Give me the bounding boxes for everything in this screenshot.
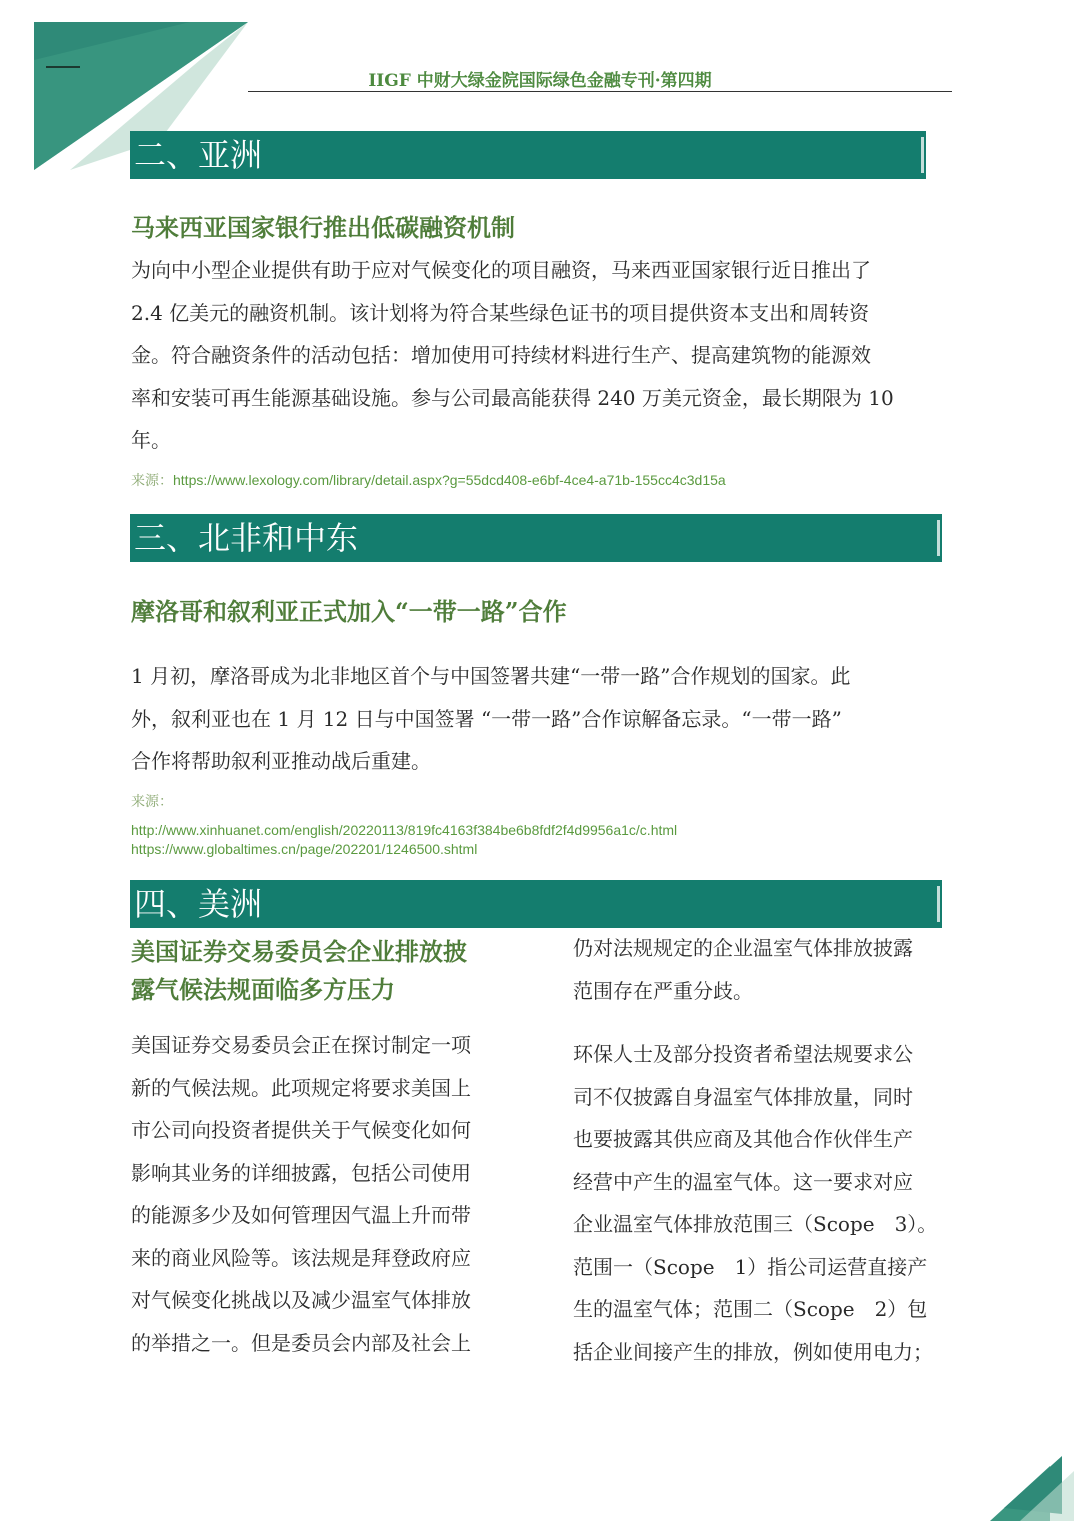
section-bar-edge [921, 137, 924, 173]
body-line: 来的商业风险等。该法规是拜登政府应 [131, 1245, 471, 1270]
body-line: 新的气候法规。此项规定将要求美国上 [131, 1075, 471, 1100]
body-line: 环保人士及部分投资者希望法规要求公 [573, 1042, 913, 1066]
body-line: 外，叙利亚也在 1 月 12 日与中国签署 “一带一路”合作谅解备忘录。“一带一路” [131, 706, 842, 731]
source-line [131, 470, 726, 490]
body-line: 合作将帮助叙利亚推动战后重建。 [131, 749, 431, 773]
body-line: 影响其业务的详细披露，包括公司使用 [131, 1160, 471, 1185]
corner-decoration-bottom-right [990, 1426, 1080, 1526]
body-line: 括企业间接产生的排放，例如使用电力； [573, 1339, 933, 1364]
article-body-right-column [573, 1033, 973, 1373]
body-line: 生的温室气体；范围二（Scope 2）包 [573, 1297, 928, 1321]
body-line: 的能源多少及如何管理因气温上升而带 [131, 1203, 471, 1227]
article-body-right-column-top [573, 927, 973, 1012]
article-title-line: 美国证券交易委员会企业排放披 [131, 937, 467, 966]
section-heading-asia [130, 131, 926, 179]
body-line: 仍对法规规定的企业温室气体排放披露 [573, 936, 913, 960]
source-link[interactable]: https://www.lexology.com/library/detail.aspx?g=55dcd408-e6bf-4ce4-a71b-155cc4c3d15a [173, 472, 726, 488]
body-line: 2.4 亿美元的融资机制。该计划将为符合某些绿色证书的项目提供资本支出和周转资 [131, 300, 870, 325]
header-rule [248, 91, 952, 92]
source-line [131, 791, 173, 811]
source-links [131, 821, 677, 859]
body-line: 1 月初，摩洛哥成为北非地区首个与中国签署共建“一带一路”合作规划的国家。此 [131, 664, 851, 688]
source-link[interactable]: https://www.globaltimes.cn/page/202201/1246500.shtml [131, 841, 478, 857]
page-header-title: IIGF 中财大绿金院国际绿色金融专刊·第四期 [368, 71, 712, 91]
article-body-left-column [131, 1024, 531, 1364]
body-line: 企业温室气体排放范围三（Scope 3）。 [573, 1212, 938, 1236]
section-heading-text: 三、北非和中东 [134, 519, 359, 557]
section-heading-north-africa-middle-east [130, 514, 942, 562]
section-heading-americas [130, 880, 942, 928]
body-line: 率和安装可再生能源基础设施。参与公司最高能获得 240 万美元资金，最长期限为 10 [131, 385, 894, 410]
body-line: 市公司向投资者提供关于气候变化如何 [131, 1118, 471, 1142]
body-line: 也要披露其供应商及其他合作伙伴生产 [573, 1127, 913, 1151]
source-label: 来源： [131, 473, 173, 489]
article-title: 马来西亚国家银行推出低碳融资机制 [131, 213, 515, 242]
section-bar-edge [937, 520, 940, 556]
body-line: 年。 [131, 428, 171, 452]
article-title-line: 露气候法规面临多方压力 [131, 975, 395, 1004]
body-line: 范围存在严重分歧。 [573, 978, 753, 1003]
article-body [131, 249, 961, 462]
body-line: 对气候变化挑战以及减少温室气体排放 [131, 1288, 471, 1312]
source-label: 来源： [131, 794, 173, 810]
body-line: 金。符合融资条件的活动包括：增加使用可持续材料进行生产、提高建筑物的能源效 [131, 343, 871, 367]
section-heading-text: 二、亚洲 [134, 136, 263, 174]
section-heading-text: 四、美洲 [134, 885, 263, 923]
body-line: 为向中小型企业提供有助于应对气候变化的项目融资，马来西亚国家银行近日推出了 [131, 258, 871, 282]
article-title: 摩洛哥和叙利亚正式加入“一带一路”合作 [131, 597, 567, 626]
body-line: 经营中产生的温室气体。这一要求对应 [573, 1169, 913, 1194]
article-body [131, 655, 961, 783]
article-title [131, 933, 467, 1009]
source-link[interactable]: http://www.xinhuanet.com/english/20220113/819fc4163f384be6b8fdf2f4d9956a1c/c.html [131, 822, 678, 838]
section-bar-edge [937, 886, 940, 922]
body-line: 的举措之一。但是委员会内部及社会上 [131, 1330, 471, 1355]
body-line: 范围一（Scope 1）指公司运营直接产 [573, 1254, 928, 1279]
body-line: 美国证券交易委员会正在探讨制定一项 [131, 1033, 471, 1057]
body-line: 司不仅披露自身温室气体排放量，同时 [573, 1084, 913, 1109]
